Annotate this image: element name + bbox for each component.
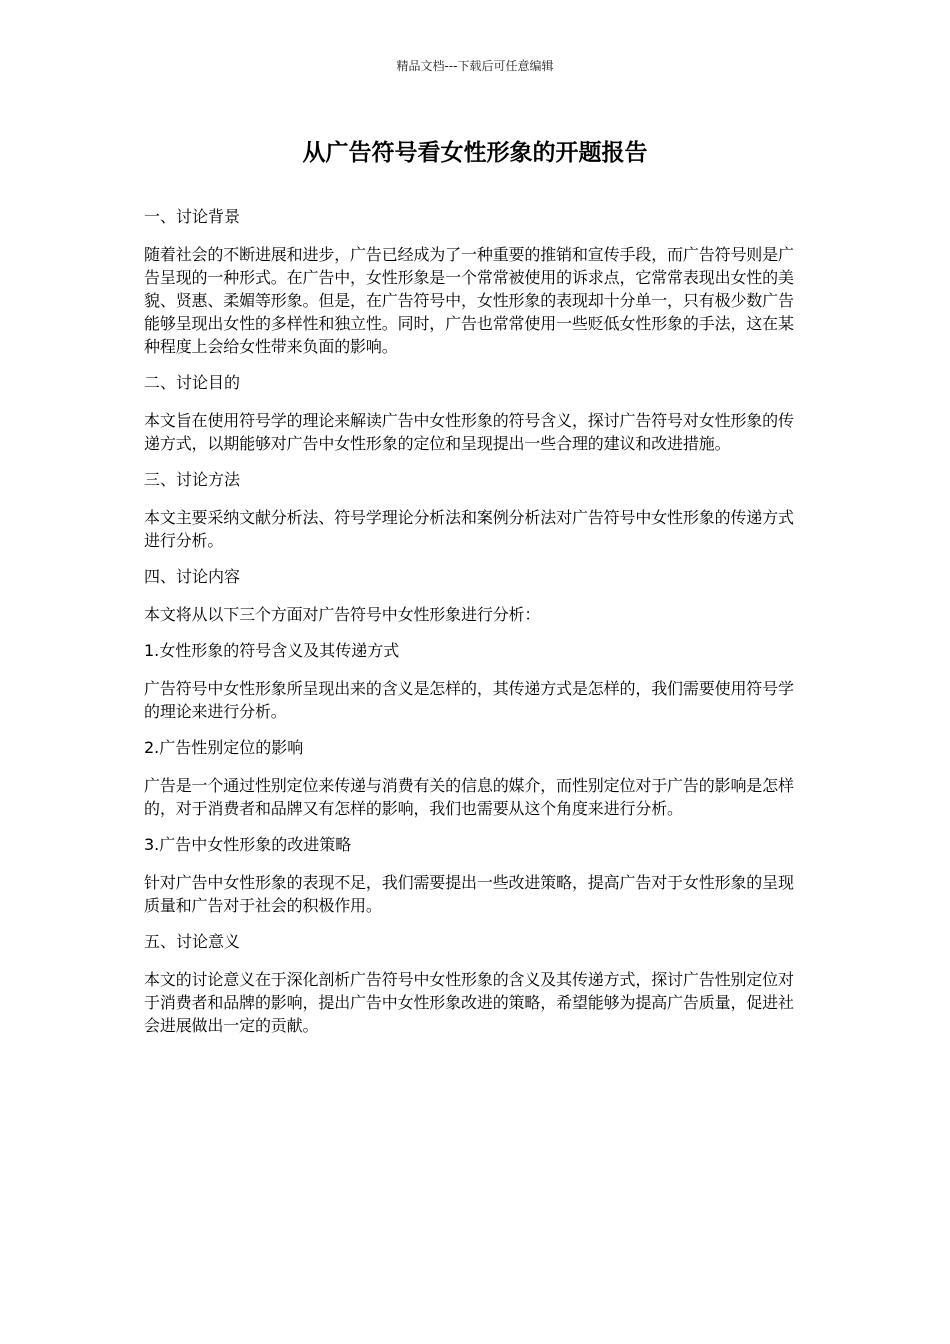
section-body-background: 随着社会的不断进展和进步，广告已经成为了一种重要的推销和宣传手段，而广告符号则是广告呈现的一种形式。在广告中，女性形象是一个常常被使用的诉求点，它常常表现出女性的美貌、贤惠、柔媚等形象。但是，在广告符号中，女性形象的表现却十分单一，只有极少数广告能够呈现出女性的多样性和独立性。同时，广告也常常使用一些贬低女性形象的手法，这在某种程度上会给女性带来负面的影响。	[144, 245, 794, 356]
header-note: 精品文档---下载后可任意编辑	[396, 59, 554, 73]
document-body	[144, 205, 806, 1050]
subsection-body-3: 针对广告中女性形象的表现不足，我们需要提出一些改进策略，提高广告对于女性形象的呈现质量和广告对于社会的积极作用。	[144, 873, 794, 915]
section-heading-significance: 五、讨论意义	[144, 932, 241, 951]
section-heading-content: 四、讨论内容	[144, 567, 241, 586]
section-body-method: 本文主要采纳文献分析法、符号学理论分析法和案例分析法对广告符号中女性形象的传递方式进行分析。	[144, 508, 794, 550]
section-heading-method: 三、讨论方法	[144, 470, 241, 489]
section-intro-content: 本文将从以下三个方面对广告符号中女性形象进行分析：	[144, 605, 541, 624]
subsection-heading-3: 3.广告中女性形象的改进策略	[144, 835, 352, 854]
subsection-body-1: 广告符号中女性形象所呈现出来的含义是怎样的，其传递方式是怎样的，我们需要使用符号学的理论来进行分析。	[144, 679, 794, 721]
subsection-body-2: 广告是一个通过性别定位来传递与消费有关的信息的媒介，而性别定位对于广告的影响是怎样的，对于消费者和品牌又有怎样的影响，我们也需要从这个角度来进行分析。	[144, 776, 794, 818]
subsection-heading-1: 1.女性形象的符号含义及其传递方式	[144, 641, 400, 660]
section-heading-background: 一、讨论背景	[144, 207, 241, 226]
section-heading-purpose: 二、讨论目的	[144, 373, 241, 392]
section-body-significance: 本文的讨论意义在于深化剖析广告符号中女性形象的含义及其传递方式，探讨广告性别定位对于消费者和品牌的影响，提出广告中女性形象改进的策略，希望能够为提高广告质量，促进社会进展做出一定的贡献。	[144, 970, 794, 1035]
section-body-purpose: 本文旨在使用符号学的理论来解读广告中女性形象的符号含义，探讨广告符号对女性形象的传递方式，以期能够对广告中女性形象的定位和呈现提出一些合理的建议和改进措施。	[144, 411, 794, 453]
document-title: 从广告符号看女性形象的开题报告	[302, 140, 648, 166]
subsection-heading-2: 2.广告性别定位的影响	[144, 738, 304, 757]
